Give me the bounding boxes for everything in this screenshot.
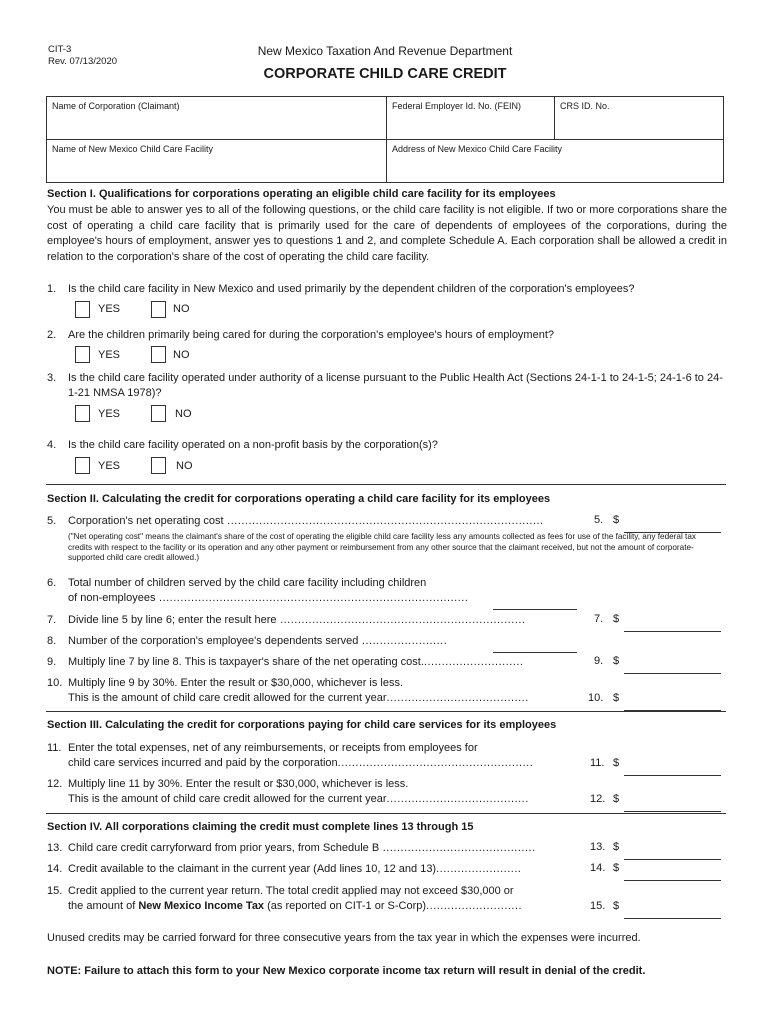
line-5-amount-field[interactable]: [624, 515, 721, 533]
question-number: 3.: [47, 372, 57, 384]
line-text: Number of the corporation's employee's dependents served ........................: [68, 635, 448, 647]
line-13-amount-field[interactable]: [624, 842, 721, 860]
line-6-text-a: Total number of children served by the child care facility including children: [68, 577, 427, 589]
line-7-dollar: $: [613, 613, 620, 625]
line-14-dollar: $: [613, 862, 620, 874]
line-15-text-b-bold: New Mexico Income Tax: [138, 900, 265, 912]
corp-name-field[interactable]: [47, 97, 387, 140]
question-text: Is the child care facility in New Mexico and used primarily by the dependent children of the corporation's employees?: [68, 283, 635, 295]
carryforward-note: Unused credits may be carried forward for three consecutive years from the tax year in which the expenses were incurred.: [47, 932, 641, 944]
line-10-amount-field[interactable]: [624, 693, 721, 711]
line-7-ref: 7.: [594, 613, 604, 625]
line-12-text-a: Multiply line 11 by 30%. Enter the result or $30,000, whichever is less.: [68, 778, 409, 790]
line-text: Child care credit carryforward from prior years, from Schedule B ...........................................: [68, 842, 536, 854]
q4-no-checkbox[interactable]: [151, 457, 166, 479]
line-text: Credit available to the claimant in the current year (Add lines 10, 12 and 13)........................: [68, 863, 522, 875]
q3-no-checkbox[interactable]: [151, 405, 166, 427]
line-12-amount-field[interactable]: [624, 794, 721, 812]
line-text: Multiply line 9 by 30%. Enter the result or $30,000, whichever is less. This is the amount of child care credit allowed for the current year........................................: [68, 677, 529, 704]
facility-name-label: Name of New Mexico Child Care Facility: [52, 144, 214, 154]
line-7-amount-field[interactable]: [624, 614, 721, 632]
section-divider: [46, 484, 726, 485]
q2-no-checkbox[interactable]: [151, 346, 166, 368]
facility-name-field[interactable]: [47, 140, 387, 183]
line-8-count-field[interactable]: [493, 635, 577, 653]
crs-field[interactable]: [555, 97, 724, 140]
corp-name-label: Name of Corporation (Claimant): [52, 101, 180, 111]
line-text: Corporation's net operating cost .........................................................................................: [68, 515, 544, 527]
fein-field[interactable]: [387, 97, 555, 140]
line-text: Credit applied to the current year return. The total credit applied may not exceed $30,000 or the amount of New Mexico Income Tax (as reported on CIT-1 or S-Corp)...........................: [68, 885, 523, 912]
line-13-dollar: $: [613, 841, 620, 853]
q3-yes-checkbox[interactable]: [75, 405, 90, 427]
q2-yes-label: YES: [98, 349, 121, 361]
q1-yes-label: YES: [98, 303, 121, 315]
question-text: Is the child care facility operated on a non-profit basis by the corporation(s)?: [68, 439, 438, 451]
q3-no-label: NO: [175, 408, 192, 420]
line-10-ref: 10.: [588, 692, 604, 704]
question-text: Are the children primarily being cared for during the corporation's employee's hours of employment?: [68, 329, 555, 341]
line-number: 8.: [47, 635, 57, 647]
line-11-ref: 11.: [590, 757, 605, 769]
line-text: Multiply line 11 by 30%. Enter the result or $30,000, whichever is less. This is the amount of child care credit allowed for the current year........................................: [68, 778, 529, 805]
line-11-text-a: Enter the total expenses, net of any reimbursements, or receipts from employees for: [68, 742, 478, 754]
line-number: 12.: [47, 778, 63, 790]
line-number: 11.: [47, 742, 62, 754]
line-9-ref: 9.: [594, 655, 604, 667]
line-14-text: Credit available to the claimant in the current year (Add lines 10, 12 and 13): [68, 863, 437, 875]
line-10-text-b: This is the amount of child care credit allowed for the current year: [68, 692, 387, 704]
line-number: 14.: [47, 863, 63, 875]
line-15-text-a: Credit applied to the current year return. The total credit applied may not exceed $30,000 or: [68, 885, 514, 897]
fein-label: Federal Employer Id. No. (FEIN): [392, 101, 522, 111]
line-12-ref: 12.: [590, 793, 606, 805]
line-15-ref: 15.: [590, 900, 606, 912]
line-11-dollar: $: [613, 757, 620, 769]
revision-date: Rev. 07/13/2020: [48, 56, 118, 67]
line-13-ref: 13.: [590, 841, 606, 853]
line-12-dollar: $: [613, 793, 620, 805]
q1-no-checkbox[interactable]: [151, 301, 166, 323]
line-10-text-a: Multiply line 9 by 30%. Enter the result or $30,000, whichever is less.: [68, 677, 404, 689]
q1-no-label: NO: [173, 303, 190, 315]
question-text: Is the child care facility operated under authority of a license pursuant to the Public Health Act (Sections 24-1-1 to 24-1-5; 24-1-6 to 24-1-21 NMSA 1978)?: [68, 372, 723, 399]
line-11-text-b: child care services incurred and paid by the corporation: [68, 757, 338, 769]
facility-address-label: Address of New Mexico Child Care Facility: [392, 144, 563, 154]
line-8-text: Number of the corporation's employee's dependents served: [68, 635, 359, 647]
section3-heading: Section III. Calculating the credit for corporations paying for child care services for its employees: [47, 719, 557, 731]
line-5-note: ("Net operating cost" means the claimant's share of the cost of operating the eligible child care facility less any amounts collected as fees for use of the facility, any federal tax credits with respect to the facility or its operation and any other payment or reimbursement from any other source that the claimant received, but not the amount of corporate-supported child care credit allowed.): [68, 532, 696, 563]
q4-yes-label: YES: [98, 460, 121, 472]
line-number: 10.: [47, 677, 63, 689]
line-6-text-b: of non-employees: [68, 592, 156, 604]
line-7-text: Divide line 5 by line 6; enter the result here: [68, 614, 277, 626]
line-5-text: Corporation's net operating cost: [68, 515, 224, 527]
identification-box: [46, 96, 724, 183]
line-number: 7.: [47, 614, 57, 626]
line-14-amount-field[interactable]: [624, 863, 721, 881]
line-number: 15.: [47, 885, 63, 897]
form-id: CIT-3: [48, 44, 72, 55]
line-15-amount-field[interactable]: [624, 901, 721, 919]
q2-no-label: NO: [173, 349, 190, 361]
line-15-text-b-post: (as reported on CIT-1 or S-Corp): [264, 900, 427, 912]
line-text: Divide line 5 by line 6; enter the result here .....................................................................: [68, 614, 526, 626]
q3-yes-label: YES: [98, 408, 121, 420]
line-text: Multiply line 7 by line 8. This is taxpayer's share of the net operating cost.............................: [68, 656, 524, 668]
line-14-ref: 14.: [590, 862, 606, 874]
line-6-count-field[interactable]: [493, 592, 577, 610]
section4-heading: Section IV. All corporations claiming the credit must complete lines 13 through 15: [47, 821, 474, 833]
line-text: Total number of children served by the child care facility including children of non-employees .......................................................................................: [68, 577, 469, 604]
line-9-amount-field[interactable]: [624, 656, 721, 674]
line-number: 6.: [47, 577, 57, 589]
q4-yes-checkbox[interactable]: [75, 457, 90, 479]
facility-address-field[interactable]: [387, 140, 724, 183]
line-15-dollar: $: [613, 900, 620, 912]
department-name: New Mexico Taxation And Revenue Department: [257, 44, 513, 58]
form-title: CORPORATE CHILD CARE CREDIT: [263, 66, 507, 82]
line-13-text: Child care credit carryforward from prior years, from Schedule B: [68, 842, 380, 854]
line-9-dollar: $: [613, 655, 620, 667]
q4-no-label: NO: [176, 460, 193, 472]
line-11-amount-field[interactable]: [624, 758, 721, 776]
attachment-note: NOTE: Failure to attach this form to your New Mexico corporate income tax return will result in denial of the credit.: [47, 965, 646, 977]
line-text: Enter the total expenses, net of any reimbursements, or receipts from employees for child care services incurred and paid by the corporation.......................................................: [68, 742, 534, 769]
line-12-text-b: This is the amount of child care credit allowed for the current year: [68, 793, 387, 805]
q2-yes-checkbox[interactable]: [75, 346, 90, 368]
section2-heading: Section II. Calculating the credit for corporations operating a child care facility for its employees: [47, 493, 551, 505]
question-3: [47, 371, 727, 403]
section1-heading: Section I. Qualifications for corporations operating an eligible child care facility for its employees: [47, 188, 556, 200]
line-10-dollar: $: [613, 692, 620, 704]
line-9-text: Multiply line 7 by line 8. This is taxpayer's share of the net operating cost.: [68, 656, 424, 668]
section-divider: [46, 711, 726, 712]
section1-intro: You must be able to answer yes to all of the following questions, or the child care facility is not eligible. If two or more corporations share the cost of operating a child care facility that is primarily used for the care of dependents of employees of the corporations, during the employee's hours of employment, answer yes to questions 1 and 2, and complete Schedule A. Each corporation shall be allowed a credit in relation to the corporation's share of the cost of operating the child care facility.: [47, 204, 727, 263]
line-number: 5.: [47, 515, 57, 527]
line-15-text-b-pre: the amount of: [68, 900, 139, 912]
section-divider: [46, 813, 726, 814]
question-number: 1.: [47, 283, 57, 295]
question-number: 4.: [47, 439, 57, 451]
line-5-dollar: $: [613, 514, 620, 526]
crs-label: CRS ID. No.: [560, 101, 610, 111]
line-number: 13.: [47, 842, 63, 854]
line-number: 9.: [47, 656, 57, 668]
question-number: 2.: [47, 329, 57, 341]
line-6: [47, 576, 725, 606]
q1-yes-checkbox[interactable]: [75, 301, 90, 323]
line-5-ref: 5.: [594, 514, 604, 526]
